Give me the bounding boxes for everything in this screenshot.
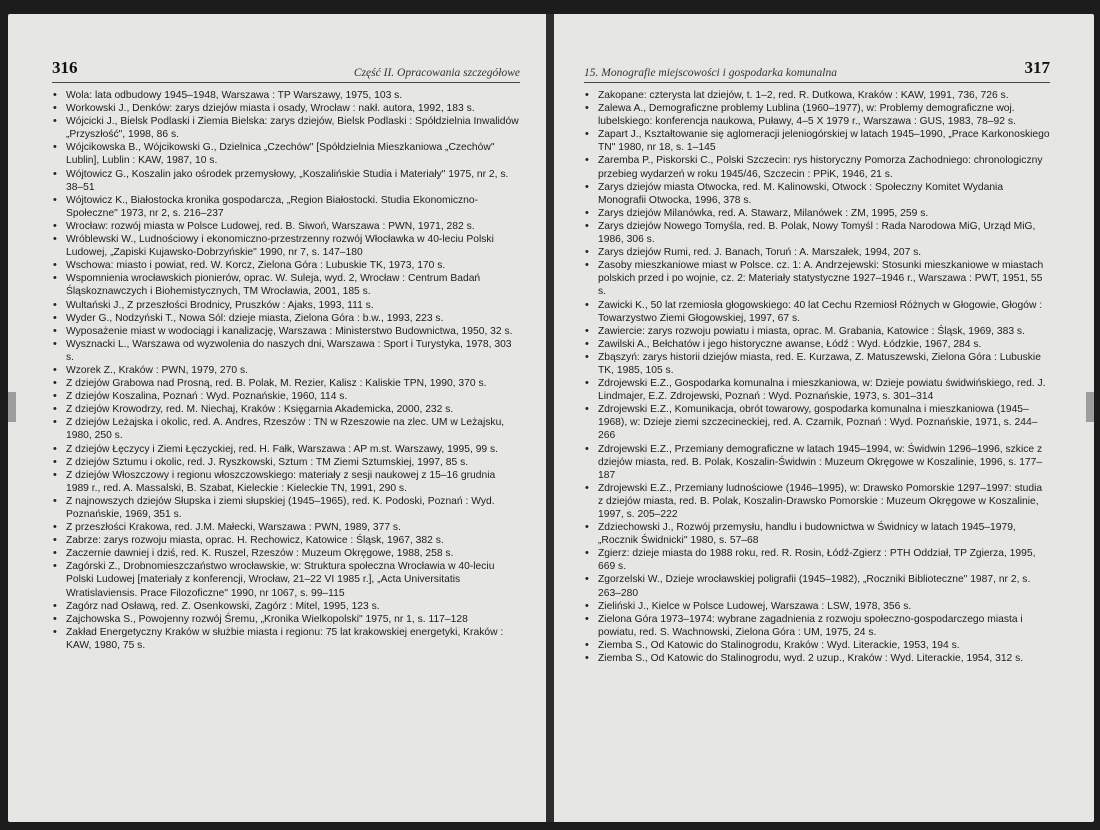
page-header: [52, 60, 520, 83]
bibliography-entry: • Z dziejów Sztumu i okolic, red. J. Ryszkowski, Sztum : TM Ziemi Sztumskiej, 1997, 85 s.: [52, 456, 520, 469]
bibliography-entry: • Ziemba S., Od Katowic do Stalinogrodu, Kraków : Wyd. Literackie, 1953, 194 s.: [584, 639, 1050, 652]
thumb-index-mark: [1086, 392, 1094, 422]
bibliography-entry: • Zakład Energetyczny Kraków w służbie miasta i regionu: 75 lat krakowskiej energetyki, Kraków : KAW, 1980, 75 s.: [52, 626, 520, 652]
bibliography-entry: • Zdrojewski E.Z., Komunikacja, obrót towarowy, gospodarka komunalna i mieszkaniowa (1945–1968), w: Dzieje ziemi szczecineckiej, red. A. Czarnik, Poznań : Wyd. Poznańskie, 1971, s. 244–266: [584, 403, 1050, 442]
running-head: 15. Monografie miejscowości i gospodarka komunalna: [584, 67, 837, 79]
bibliography-entry: • Z dziejów Leżajska i okolic, red. A. Andres, Rzeszów : TN w Rzeszowie na zlec. UM w Leżajsku, 1980, 250 s.: [52, 416, 520, 442]
bibliography-list: [584, 89, 1050, 665]
bibliography-entry: • Wójtowicz G., Koszalin jako ośrodek przemysłowy, „Koszalińskie Studia i Materiały" 1975, nr 2, s. 38–51: [52, 168, 520, 194]
bibliography-entry: • Zabrze: zarys rozwoju miasta, oprac. H. Rechowicz, Katowice : Śląsk, 1967, 382 s.: [52, 534, 520, 547]
running-head: Część II. Opracowania szczegółowe: [353, 67, 520, 79]
bibliography-entry: • Z przeszłości Krakowa, red. J.M. Małecki, Warszawa : PWN, 1989, 377 s.: [52, 521, 520, 534]
bibliography-entry: • Z dziejów Krowodrzy, red. M. Niechaj, Kraków : Księgarnia Akademicka, 2000, 232 s.: [52, 403, 520, 416]
bibliography-list: [52, 89, 520, 652]
bibliography-entry: • Wzorek Z., Kraków : PWN, 1979, 270 s.: [52, 364, 520, 377]
bibliography-entry: • Z dziejów Koszalina, Poznań : Wyd. Poznańskie, 1960, 114 s.: [52, 390, 520, 403]
bibliography-entry: • Zdrojewski E.Z., Przemiany ludnościowe (1946–1995), w: Drawsko Pomorskie 1297–1997: studia z dziejów miasta, red. B. Polak, Koszalin-Drawsko Pomorskie : Muzeum Okręgowe w Koszalinie, 1997, s. 205–222: [584, 482, 1050, 521]
page-number: 317: [1024, 58, 1050, 77]
bibliography-entry: • Wójcikowska B., Wójcikowski G., Dzielnica „Czechów" [Spółdzielnia Mieszkaniowa „Czechów" Lublin], Lublin : KAW, 1987, 10 s.: [52, 141, 520, 167]
bibliography-entry: • Ziemba S., Od Katowic do Stalinogrodu, wyd. 2 uzup., Kraków : Wyd. Literackie, 1954, 312 s.: [584, 652, 1050, 665]
bibliography-entry: • Zaczernie dawniej i dziś, red. K. Ruszel, Rzeszów : Muzeum Okręgowe, 1988, 258 s.: [52, 547, 520, 560]
bibliography-entry: • Zieliński J., Kielce w Polsce Ludowej, Warszawa : LSW, 1978, 356 s.: [584, 600, 1050, 613]
bibliography-entry: • Zajchowska S., Powojenny rozwój Śremu, „Kronika Wielkopolski" 1975, nr 1, s. 117–128: [52, 613, 520, 626]
bibliography-entry: • Wschowa: miasto i powiat, red. W. Korcz, Zielona Góra : Lubuskie TK, 1973, 170 s.: [52, 259, 520, 272]
bibliography-entry: • Zdrojewski E.Z., Przemiany demograficzne w latach 1945–1994, w: Świdwin 1296–1996, szkice z dziejów miasta, red. B. Polak, Koszalin-Świdwin : Muzeum Okręgowe w Koszalinie, 1996, s. 177–187: [584, 443, 1050, 482]
bibliography-entry: • Zarys dziejów Milanówka, red. A. Stawarz, Milanówek : ZM, 1995, 259 s.: [584, 207, 1050, 220]
bibliography-entry: • Zgierz: dzieje miasta do 1988 roku, red. R. Rosin, Łódź-Zgierz : PTH Oddział, TP Zgierza, 1995, 669 s.: [584, 547, 1050, 573]
bibliography-entry: • Zbąszyń: zarys historii dziejów miasta, red. E. Kurzawa, Z. Matuszewski, Zielona Góra : Lubuskie TK, 1985, 105 s.: [584, 351, 1050, 377]
bibliography-entry: • Zawilski A., Bełchatów i jego historyczne awanse, Łódź : Wyd. Łódzkie, 1967, 284 s.: [584, 338, 1050, 351]
bibliography-entry: • Wyder G., Nodzyński T., Nowa Sól: dzieje miasta, Zielona Góra : b.w., 1993, 223 s.: [52, 312, 520, 325]
bibliography-entry: • Workowski J., Denków: zarys dziejów miasta i osady, Wrocław : nakł. autora, 1992, 183 s.: [52, 102, 520, 115]
bibliography-entry: • Zarys dziejów Nowego Tomyśla, red. B. Polak, Nowy Tomyśl : Rada Narodowa MiG, Urząd MiG, 1986, 306 s.: [584, 220, 1050, 246]
page-number: 316: [52, 58, 78, 77]
bibliography-entry: • Zasoby mieszkaniowe miast w Polsce. cz. 1: A. Andrzejewski: Stosunki mieszkaniowe w miastach polskich przed i po wojnie, cz. 2: Materiały statystyczne 1927–1946 r., Warszawa : PWT, 1951, 55 s.: [584, 259, 1050, 298]
book-gutter: [546, 14, 554, 822]
bibliography-entry: • Z dziejów Włoszczowy i regionu włoszczowskiego: materiały z sesji naukowej z 15–16 grudnia 1989 r., red. A. Massalski, B. Szabat, Kieleckie : Kieleckie TN, 1991, 290 s.: [52, 469, 520, 495]
bibliography-entry: • Zagórz nad Osławą, red. Z. Osenkowski, Zagórz : Mitel, 1995, 123 s.: [52, 600, 520, 613]
bibliography-entry: • Zawicki K., 50 lat rzemiosła głogowskiego: 40 lat Cechu Rzemiosł Różnych w Głogowie, Głogów : Towarzystwo Ziemi Głogowskiej, 1997, 67 s.: [584, 299, 1050, 325]
bibliography-entry: • Zarys dziejów Rumi, red. J. Banach, Toruń : A. Marszałek, 1994, 207 s.: [584, 246, 1050, 259]
bibliography-entry: • Zakopane: czterysta lat dziejów, t. 1–2, red. R. Dutkowa, Kraków : KAW, 1991, 736, 726 s.: [584, 89, 1050, 102]
bibliography-entry: • Wójcicki J., Bielsk Podlaski i Ziemia Bielska: zarys dziejów, Bielsk Podlaski : Spółdzielnia Inwalidów „Przyszłość", 1998, 86 s.: [52, 115, 520, 141]
page-header: [584, 60, 1050, 83]
bibliography-entry: • Wysznacki L., Warszawa od wyzwolenia do naszych dni, Warszawa : Sport i Turystyka, 1978, 303 s.: [52, 338, 520, 364]
bibliography-entry: • Zapart J., Kształtowanie się aglomeracji jeleniogórskiej w latach 1945–1990, „Prace Karkonoskiego TN" 1980, nr 18, s. 1–145: [584, 128, 1050, 154]
bibliography-entry: • Zdziechowski J., Rozwój przemysłu, handlu i budownictwa w Świdnicy w latach 1945–1979, „Rocznik Świdnicki" 1980, s. 57–68: [584, 521, 1050, 547]
bibliography-entry: • Wójtowicz K., Białostocka kronika gospodarcza, „Region Białostocki. Studia Ekonomiczno-Społeczne" 1973, nr 2, s. 216–237: [52, 194, 520, 220]
bibliography-entry: • Wspomnienia wrocławskich pionierów, oprac. W. Suleja, wyd. 2, Wrocław : Centrum Badań Śląskoznawczych i Biohemistycznych, TM Wrocławia, 2001, 185 s.: [52, 272, 520, 298]
bibliography-entry: • Wultański J., Z przeszłości Brodnicy, Pruszków : Ajaks, 1993, 111 s.: [52, 299, 520, 312]
left-page: [8, 14, 546, 822]
bibliography-entry: • Zawiercie: zarys rozwoju powiatu i miasta, oprac. M. Grabania, Katowice : Śląsk, 1969, 383 s.: [584, 325, 1050, 338]
thumb-index-mark: [8, 392, 16, 422]
bibliography-entry: • Zdrojewski E.Z., Gospodarka komunalna i mieszkaniowa, w: Dzieje powiatu świdwińskiego, red. J. Lindmajer, E.Z. Zdrojewski, Poznań : Wyd. Poznańskie, 1973, s. 301–314: [584, 377, 1050, 403]
bibliography-entry: • Z dziejów Grabowa nad Prosną, red. B. Polak, M. Rezier, Kalisz : Kaliskie TPN, 1990, 370 s.: [52, 377, 520, 390]
bibliography-entry: • Zaremba P., Piskorski C., Polski Szczecin: rys historyczny Pomorza Zachodniego: chronologiczny przebieg wydarzeń w roku 1945/46, Szczecin : PPiK, 1946, 21 s.: [584, 154, 1050, 180]
bibliography-entry: • Wrocław: rozwój miasta w Polsce Ludowej, red. B. Siwoń, Warszawa : PWN, 1971, 282 s.: [52, 220, 520, 233]
right-page: [554, 14, 1094, 822]
bibliography-entry: • Z dziejów Łęczycy i Ziemi Łęczyckiej, red. H. Fałk, Warszawa : AP m.st. Warszawy, 1995, 99 s.: [52, 443, 520, 456]
bibliography-entry: • Zgorzelski W., Dzieje wrocławskiej poligrafii (1945–1982), „Roczniki Biblioteczne" 1987, nr 2, s. 263–280: [584, 573, 1050, 599]
bibliography-entry: • Zarys dziejów miasta Otwocka, red. M. Kalinowski, Otwock : Społeczny Komitet Wydania Monografii Otwocka, 1996, 378 s.: [584, 181, 1050, 207]
bibliography-entry: • Wyposażenie miast w wodociągi i kanalizację, Warszawa : Ministerstwo Budownictwa, 1950, 32 s.: [52, 325, 520, 338]
bibliography-entry: • Zalewa A., Demograficzne problemy Lublina (1960–1977), w: Problemy demograficzne woj. lubelskiego: konferencja naukowa, Puławy, 4–5 X 1979 r., Warszawa : GUS, 1983, 78–92 s.: [584, 102, 1050, 128]
bibliography-entry: • Z najnowszych dziejów Słupska i ziemi słupskiej (1945–1965), red. K. Podoski, Poznań : Wyd. Poznańskie, 1969, 351 s.: [52, 495, 520, 521]
bibliography-entry: • Zielona Góra 1973–1974: wybrane zagadnienia z rozwoju społeczno-gospodarczego miasta i powiatu, red. S. Wachnowski, Zielona Góra : UM, 1975, 24 s.: [584, 613, 1050, 639]
bibliography-entry: • Wróblewski W., Ludnościowy i ekonomiczno-przestrzenny rozwój Włocławka w 40-leciu Polski Ludowej, „Zapiski Kujawsko-Dobrzyńskie" 1990, nr 7, s. 147–180: [52, 233, 520, 259]
bibliography-entry: • Zagórski Z., Drobnomieszczaństwo wrocławskie, w: Struktura społeczna Wrocławia w 40-leciu Polski Ludowej [materiały z konferencji, Wrocław, 21–22 VI 1985 r.], „Acta Universitatis Wratislaviensis. Prace Filozoficzne" 1990, nr 1067, s. 99–115: [52, 560, 520, 599]
bibliography-entry: • Wola: lata odbudowy 1945–1948, Warszawa : TP Warszawy, 1975, 103 s.: [52, 89, 520, 102]
